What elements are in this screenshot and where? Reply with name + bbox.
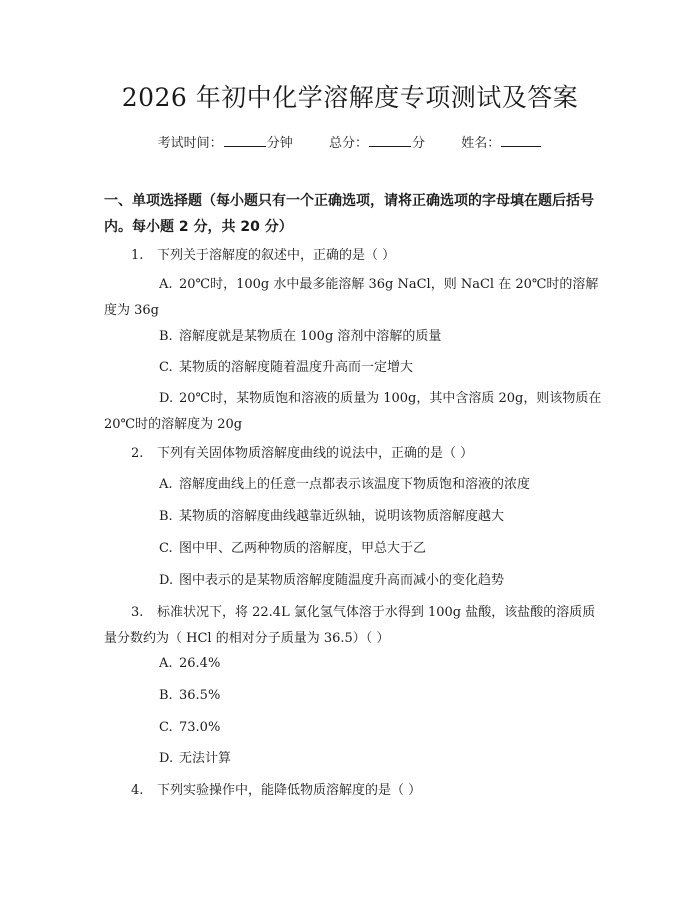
option-letter: B. [159,688,173,703]
option-letter: D. [159,751,174,766]
option-letter: C. [159,541,173,556]
score-blank [369,134,411,147]
option-letter: A. [159,477,173,492]
section-heading: 一、单项选择题（每小题只有一个正确选项，请将正确选项的字母填在题后括号内。每小题 2 分，共 20 分） [104,193,594,235]
option-text: 26.4% [179,656,221,671]
time-blank [224,134,266,147]
page-title: 2026 年初中化学溶解度专项测试及答案 [121,83,579,112]
option-text: 溶解度就是某物质在 100g 溶剂中溶解的质量 [179,329,442,344]
option-text: 36.5% [179,688,221,703]
question-number: 4. [131,783,144,798]
option-text: 某物质的溶解度随着温度升高而一定增大 [179,360,414,375]
question-1-option-b [159,324,441,350]
option-letter: D. [159,573,174,588]
option-letter: A. [159,656,173,671]
question-1-option-d [104,386,604,438]
question-2-option-d [159,568,504,594]
option-letter: C. [159,720,173,735]
question-text: 下列关于溶解度的叙述中，正确的是（ ） [157,248,396,263]
question-4 [131,778,421,804]
question-number: 3. [131,605,144,620]
option-text: 20℃时，某物质饱和溶液的质量为 100g，其中含溶质 20g，则该物质在 20℃时的溶解度为 20g [104,391,602,432]
question-3-option-a [159,651,220,677]
option-letter: C. [159,360,173,375]
option-text: 某物质的溶解度曲线越靠近纵轴，说明该物质溶解度越大 [179,509,505,524]
question-3 [104,600,604,652]
name-blank [501,134,541,147]
option-text: 73.0% [179,720,221,735]
option-text: 图中表示的是某物质溶解度随温度升高而减小的变化趋势 [179,573,505,588]
option-letter: B. [159,329,173,344]
option-text: 无法计算 [179,751,232,766]
question-3-option-d [159,746,231,772]
time-label: 考试时间： [157,136,223,151]
option-text: 20℃时，100g 水中最多能溶解 36g NaCl，则 NaCl 在 20℃时的溶解度为 36g [104,277,599,318]
question-number: 2. [131,446,144,461]
score-label: 总分： [328,136,368,151]
question-2-option-c [159,536,426,562]
question-text: 下列实验操作中，能降低物质溶解度的是（ ） [157,783,422,798]
question-number: 1. [131,248,144,263]
question-text: 标准状况下，将 22.4L 氯化氢气体溶于水得到 100g 盐酸，该盐酸的溶质质量分数约为（ HCl 的相对分子质量为 36.5）（ ） [104,605,596,646]
exam-meta-line [0,132,700,151]
option-text: 图中甲、乙两种物质的溶解度，甲总大于乙 [179,541,427,556]
time-unit: 分钟 [266,136,293,151]
question-2-option-b [159,504,504,530]
question-3-option-c [159,715,220,741]
option-letter: B. [159,509,173,524]
option-letter: D. [159,391,174,406]
question-3-option-b [159,683,220,709]
question-2 [131,441,473,467]
question-text: 下列有关固体物质溶解度曲线的说法中，正确的是（ ） [157,446,474,461]
question-1 [131,243,395,269]
question-1-option-c [159,355,413,381]
option-text: 溶解度曲线上的任意一点都表示该温度下物质饱和溶液的浓度 [179,477,531,492]
name-label: 姓名： [461,136,501,151]
question-2-option-a [159,472,530,498]
option-letter: A. [159,277,173,292]
question-1-option-a [104,272,604,324]
score-unit: 分 [412,136,426,151]
